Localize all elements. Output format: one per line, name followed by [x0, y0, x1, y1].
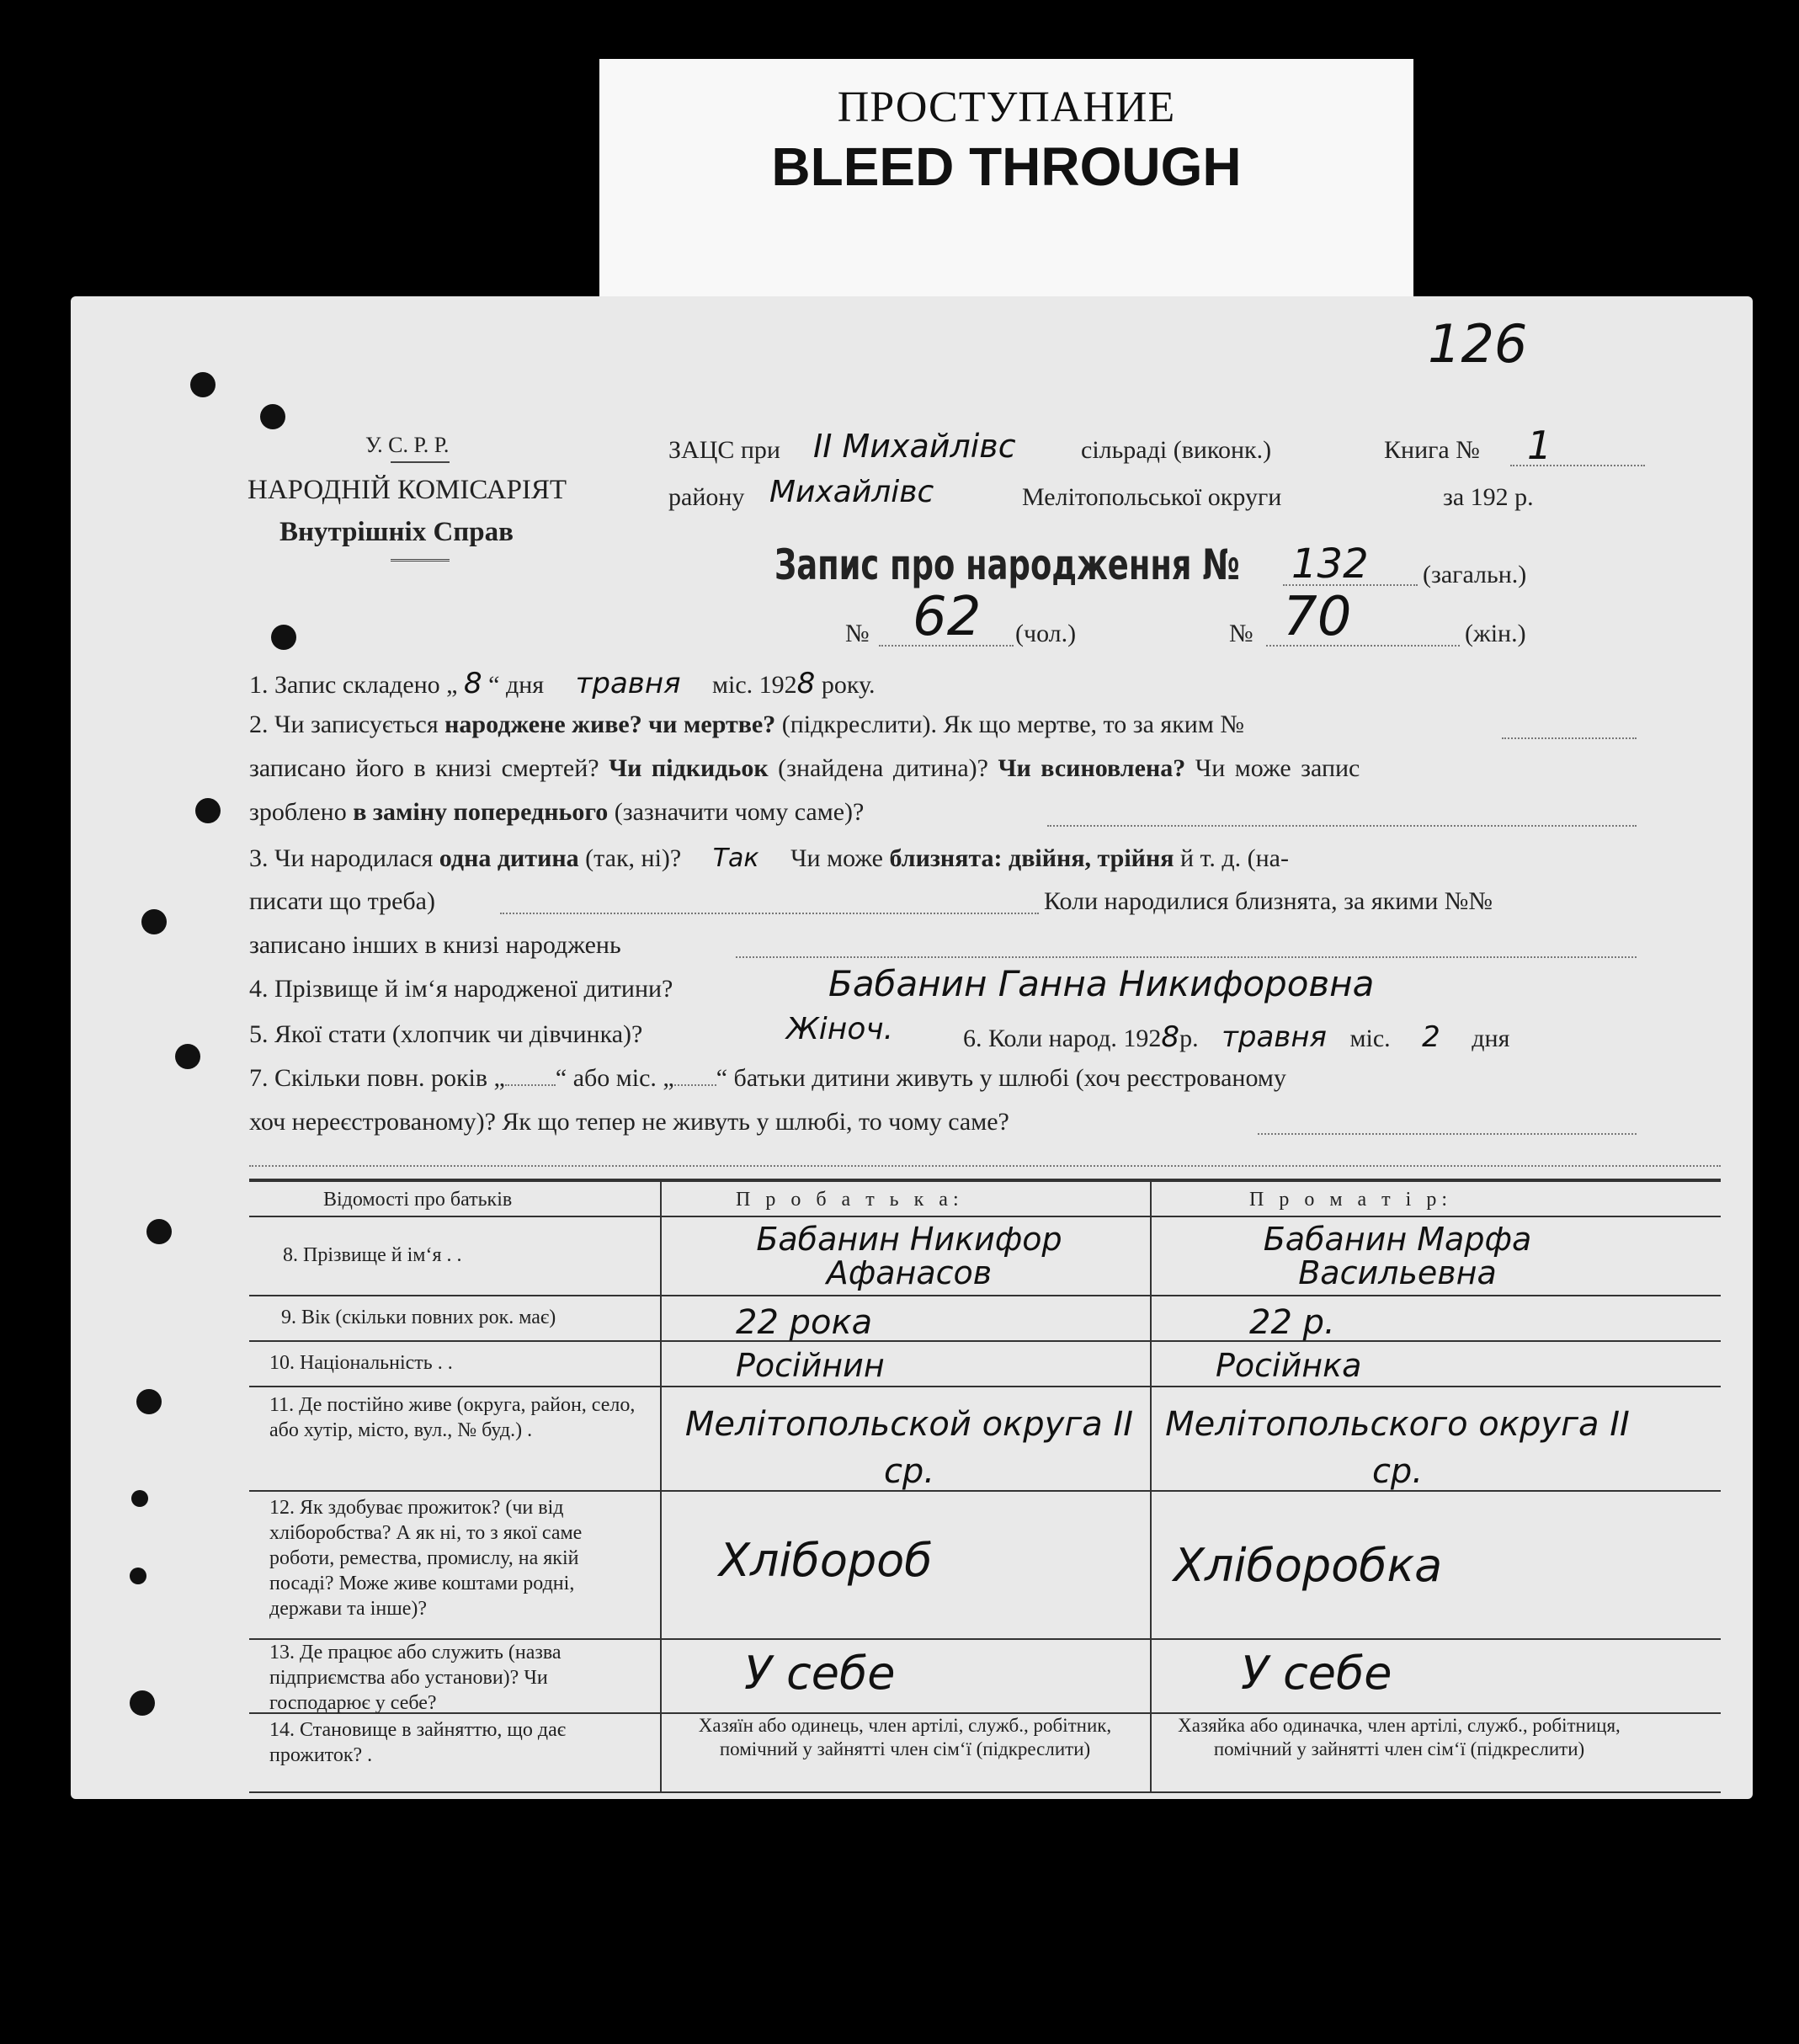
q6-day-handwriting: 2 — [1422, 1020, 1440, 1054]
q3-a: 3. Чи народилася — [249, 844, 434, 872]
punch-hole — [136, 1389, 162, 1414]
punch-hole — [175, 1044, 200, 1069]
female-number-line — [1266, 645, 1460, 647]
row10-mother: Російнка — [1216, 1347, 1362, 1384]
row13-father: У себе — [744, 1647, 896, 1700]
row14-father: Хазяїн або одинець, член артілі, служб., робітник, помічний у зайнятті член сім‘ї (підкреслити) — [698, 1715, 1112, 1759]
table-row-border — [249, 1386, 1721, 1387]
dept-header: Внутрішніх Справ — [279, 517, 514, 547]
q1-year-handwriting: 8 — [796, 667, 816, 700]
q3-line2b: Коли народилися близнята, за якими №№ — [1044, 887, 1493, 915]
row10-father: Російнин — [736, 1347, 885, 1384]
punch-hole — [260, 404, 285, 429]
q2-c: (підкреслити). Як що мертве, то за яким № — [781, 711, 1244, 738]
birth-record-card — [71, 296, 1753, 1799]
q6-year-handwriting: 8 — [1161, 1020, 1180, 1054]
male-number-line — [879, 645, 1014, 647]
q2-line2d: Чи всиновлена? — [998, 754, 1186, 782]
label-line-english: BLEED THROUGH — [771, 136, 1242, 197]
row10-question: 10. Національність . . — [269, 1352, 453, 1374]
table-row-border — [249, 1340, 1721, 1342]
q6-d: дня — [1472, 1025, 1510, 1052]
district-label: району — [668, 483, 745, 511]
q2-line2a: записано його в книзі смертей? — [249, 754, 599, 782]
q6-a: 6. Коли народ. 192 — [963, 1025, 1162, 1052]
q7-c: “ батьки дитини живуть у шлюбі (хоч реєстрованому — [716, 1064, 1286, 1092]
q2-line3c: (зазначити чому саме)? — [614, 798, 865, 826]
female-no-label: № — [1229, 620, 1253, 647]
row13-mother: У себе — [1241, 1647, 1392, 1700]
book-number-handwriting: 1 — [1527, 423, 1552, 468]
separator-dots — [249, 1165, 1721, 1167]
female-label: (жін.) — [1465, 620, 1526, 647]
row14-question: 14. Становище в зайняттю, що дає прожиток? . — [269, 1719, 567, 1766]
q1-day-handwriting: 8 — [464, 667, 482, 700]
q1-text — [249, 667, 875, 700]
male-no-label: № — [845, 620, 870, 647]
q1-month-handwriting: травня — [575, 667, 681, 700]
divider — [391, 559, 450, 562]
row9-father: 22 рока — [736, 1303, 873, 1342]
row8-mother: Бабанин Марфа Васильевна — [1263, 1221, 1532, 1291]
male-label: (чол.) — [1015, 620, 1077, 647]
table-top-border — [249, 1179, 1721, 1182]
row12-mother: Хліборобка — [1174, 1539, 1443, 1592]
punch-hole — [131, 1490, 148, 1507]
total-label: (загальн.) — [1423, 561, 1527, 588]
punch-hole — [190, 372, 216, 397]
okrug-label: Мелітопольської округи — [1022, 483, 1282, 511]
row12-father: Хлібороб — [719, 1534, 933, 1587]
punch-hole — [195, 798, 221, 823]
q2-a: 2. Чи записується — [249, 711, 439, 738]
q1-a: 1. Запис складено „ — [249, 671, 458, 699]
punch-hole — [130, 1690, 155, 1716]
row9-mother: 22 р. — [1249, 1303, 1335, 1342]
q5-label: 5. Якої стати (хлопчик чи дівчинка)? — [249, 1020, 643, 1048]
q2-line — [1502, 737, 1637, 739]
q7-line2-dots — [1258, 1133, 1637, 1135]
q1-d: року. — [821, 671, 876, 699]
q4-label: 4. Прізвище й ім‘я народженої дитини? — [249, 975, 673, 1003]
row11-father: Мелітопольской округа ІІ ср. — [684, 1405, 1134, 1491]
q7-a: 7. Скільки повн. років „ — [249, 1064, 505, 1092]
row12-question: 12. Як здобуває прожиток? (чи від хліборобства? А як ні, то з якої саме роботи, ремества, промислу, на якій посаді? Може живе коштами родні, держави та інше)? — [269, 1497, 583, 1620]
q2-line2 — [249, 754, 1360, 783]
silradi-label: сільраді (виконк.) — [1081, 436, 1272, 464]
q1-c: міс. 192 — [712, 671, 797, 699]
commissariat-header: НАРОДНІЙ КОМІСАРІЯТ — [247, 475, 567, 505]
q6-text — [963, 1020, 1509, 1054]
punch-hole — [271, 625, 296, 650]
row9-question: 9. Вік (скільки повних рок. має) — [281, 1307, 556, 1328]
punch-hole — [146, 1219, 172, 1244]
table-bottom-border — [249, 1791, 1721, 1793]
q3-line2a: писати що треба) — [249, 887, 435, 915]
district-handwriting: Михайлівс — [769, 475, 934, 509]
table-col-divider — [1150, 1179, 1152, 1791]
q3-c: (так, ні)? — [585, 844, 682, 872]
q2-line3-dots — [1047, 825, 1637, 827]
q3-line1 — [249, 844, 1289, 873]
table-row-border — [249, 1295, 1721, 1296]
divider — [391, 461, 450, 463]
label-line-russian: ПРОСТУПАНИЕ — [837, 83, 1176, 131]
row11-mother: Мелітопольского округа ІІ ср. — [1165, 1405, 1630, 1491]
q2-b: народжене живе? чи мертве? — [444, 711, 776, 738]
q2-line2c: (знайдена дитина)? — [778, 754, 988, 782]
punch-hole — [130, 1568, 146, 1584]
q3-line2-dots — [500, 913, 1039, 914]
bleed-through-label — [599, 59, 1413, 296]
table-col-divider — [660, 1179, 662, 1791]
q6-c: міс. — [1349, 1025, 1391, 1052]
q2-line3 — [249, 798, 864, 827]
q7-line1 — [249, 1064, 1286, 1093]
row14-mother: Хазяйка або одиначка, член артілі, служб., робітниця, помічний у зайнятті член сім‘ї (підкреслити) — [1178, 1715, 1621, 1759]
table-header-border — [249, 1216, 1721, 1217]
q3-line3-dots — [736, 956, 1637, 958]
q3-e: близнята: двійня, трійня — [889, 844, 1174, 872]
punch-hole — [141, 909, 167, 934]
row8-question: 8. Прізвище й ім‘я . . — [283, 1244, 462, 1266]
q7-line2: хоч нереєстрованому)? Як що тепер не живуть у шлюбі, то чому саме? — [249, 1108, 1009, 1136]
ussr-header: У. С. Р. Р. — [365, 433, 450, 457]
q6-b: р. — [1179, 1025, 1199, 1052]
q3-b: одна дитина — [439, 844, 579, 872]
total-number-handwriting: 132 — [1291, 540, 1369, 588]
table-header-info: Відомості про батьків — [323, 1189, 513, 1211]
q2-line3b: в заміну попереднього — [353, 798, 609, 826]
q1-b: “ дня — [488, 671, 545, 699]
zags-label: ЗАЦС при — [668, 436, 780, 464]
table-header-father: П р о б а т ь к а: — [736, 1189, 964, 1211]
q2-line2e: Чи може запис — [1195, 754, 1360, 782]
male-number-handwriting: 62 — [913, 586, 982, 648]
row11-question: 11. Де постійно живе (округа, район, село, або хутір, місто, вул., № буд.) . — [269, 1394, 636, 1441]
q3-handwriting: Так — [712, 844, 759, 873]
q3-line3: записано інших в книзі народжень — [249, 931, 621, 959]
q2-line1 — [249, 711, 1244, 739]
row13-question: 13. Де працює або служить (назва підприємства або установи)? Чи господарює у себе? — [269, 1642, 562, 1714]
record-title: Запис про народження № — [774, 540, 1240, 589]
table-header-mother: П р о м а т і р: — [1249, 1189, 1452, 1211]
book-number-line — [1510, 465, 1645, 466]
q2-line2b: Чи підкидьок — [609, 754, 769, 782]
female-number-handwriting: 70 — [1283, 586, 1352, 648]
q7-b: “ або міс. „ — [555, 1064, 674, 1092]
q3-d: Чи може — [790, 844, 883, 872]
sex-handwriting: Жіноч. — [786, 1012, 894, 1046]
q2-line3a: зроблено — [249, 798, 347, 826]
year-label: за 192 р. — [1443, 483, 1534, 511]
book-label: Книга № — [1384, 436, 1480, 464]
child-name-handwriting: Бабанин Ганна Никифоровна — [828, 963, 1375, 1004]
q6-month-handwriting: травня — [1222, 1020, 1328, 1054]
village-handwriting: ІІ Михайлівс — [813, 428, 1016, 465]
row8-father: Бабанин Никифор Афанасов — [756, 1221, 1062, 1291]
q3-f: й т. д. (на- — [1179, 844, 1289, 872]
page-number: 126 — [1428, 313, 1528, 375]
